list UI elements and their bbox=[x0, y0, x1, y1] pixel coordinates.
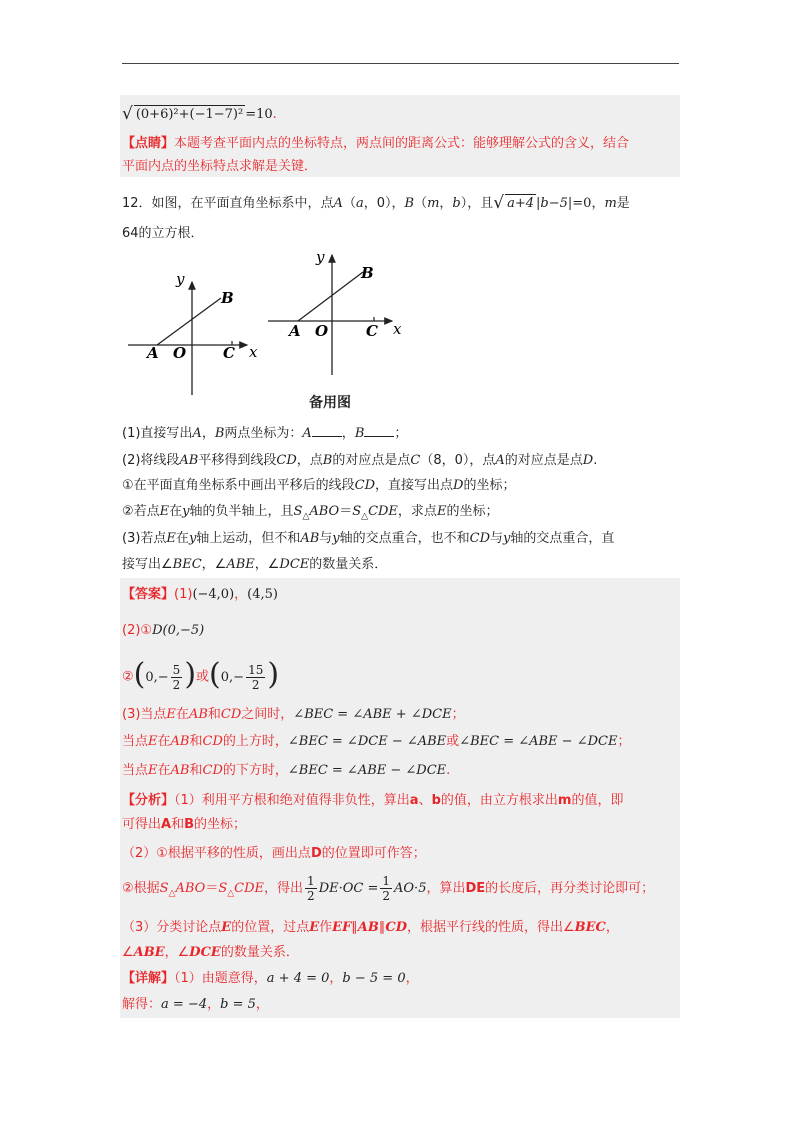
t: b − 5 = 0 bbox=[342, 971, 406, 986]
t: 2 bbox=[172, 677, 181, 692]
t: 2 bbox=[382, 889, 391, 903]
detail-2 bbox=[122, 996, 269, 1014]
t: 在 bbox=[175, 707, 189, 722]
answer-1 bbox=[122, 586, 278, 604]
t: ， bbox=[341, 426, 355, 441]
t: ②根据 bbox=[122, 881, 160, 896]
t: ， bbox=[234, 587, 248, 602]
t: D bbox=[453, 478, 464, 493]
t: （1）由题意得， bbox=[174, 971, 267, 986]
paren: ) bbox=[184, 657, 197, 692]
t: △ bbox=[227, 888, 235, 899]
t: CD bbox=[385, 920, 407, 935]
t: （ bbox=[342, 196, 356, 211]
t: （1）利用平方根和绝对值得非负性，算出 bbox=[174, 793, 410, 808]
t: DE·OC = bbox=[318, 881, 379, 896]
t: 或 bbox=[446, 734, 460, 749]
t: a + 4 = 0 bbox=[266, 971, 330, 986]
t: 15 bbox=[248, 662, 264, 677]
t: AB bbox=[170, 763, 190, 778]
t: 的下方时， bbox=[222, 763, 288, 778]
t: 和 bbox=[189, 734, 203, 749]
answer-tag: 【答案】 bbox=[122, 587, 175, 602]
label-y-spare: y bbox=[316, 250, 325, 266]
t: 的位置，过点 bbox=[231, 920, 310, 935]
t: （2）①根据平移的性质，画出点 bbox=[122, 846, 311, 861]
t: A bbox=[192, 426, 202, 441]
condition-abs: |b−5| bbox=[536, 196, 573, 211]
t: C bbox=[410, 453, 421, 468]
t: 与 bbox=[319, 531, 333, 546]
t: CD bbox=[202, 763, 223, 778]
t: ，点 bbox=[296, 453, 323, 468]
segment-ab bbox=[157, 298, 221, 345]
t: ， bbox=[591, 196, 605, 211]
formula-result: =10 bbox=[245, 107, 273, 122]
t: BEC bbox=[172, 557, 202, 572]
t: b bbox=[431, 793, 441, 808]
sqrt-sign: √ bbox=[493, 193, 505, 213]
t: CD bbox=[220, 707, 242, 722]
t: E bbox=[221, 920, 232, 935]
t: ＝ bbox=[205, 881, 219, 896]
label-o: O bbox=[173, 344, 187, 362]
paren: ) bbox=[267, 657, 280, 692]
formula-radicand: (0+6)²+(−1−7)² bbox=[135, 107, 244, 122]
t: ， bbox=[605, 920, 619, 935]
t: B bbox=[354, 426, 365, 441]
note-text-1: 本题考查平面内点的坐标特点，两点间的距离公式：能够理解公式的含义，结合 bbox=[174, 136, 630, 151]
t: ∥ bbox=[351, 920, 358, 935]
t: （8，0），点 bbox=[420, 453, 496, 468]
t: CD bbox=[276, 453, 297, 468]
t: m bbox=[557, 793, 572, 808]
t: S bbox=[293, 504, 303, 519]
t: 或 bbox=[196, 669, 210, 685]
figure-caption: 备用图 bbox=[309, 395, 351, 411]
answer-3-3 bbox=[122, 762, 450, 780]
answer-2-2 bbox=[122, 657, 280, 695]
t: ∠BEC = ∠ABE + ∠DCE bbox=[293, 707, 452, 722]
question-2-1 bbox=[122, 477, 516, 495]
t: ，得出 bbox=[264, 881, 304, 896]
t: A bbox=[495, 453, 505, 468]
question-1 bbox=[122, 424, 407, 443]
t: m bbox=[604, 196, 617, 211]
fraction bbox=[380, 874, 392, 903]
t: a bbox=[355, 196, 364, 211]
t: A bbox=[302, 426, 312, 441]
t: CD bbox=[202, 734, 223, 749]
t: ， bbox=[405, 971, 419, 986]
label-b-spare: B bbox=[361, 264, 374, 282]
t: ， bbox=[255, 997, 269, 1012]
t: E bbox=[166, 531, 176, 546]
label-x: x bbox=[249, 343, 258, 361]
coordinate-figure bbox=[0, 250, 800, 400]
t: ， bbox=[329, 971, 343, 986]
t: 轴的交点重合，直 bbox=[510, 531, 615, 546]
note-tag: 【点睛】 bbox=[122, 136, 175, 151]
t: 轴的负半轴上，且 bbox=[189, 504, 294, 519]
t: （ bbox=[414, 196, 428, 211]
t: AB bbox=[188, 707, 208, 722]
t: CDE bbox=[368, 504, 398, 519]
t: ； bbox=[394, 426, 408, 441]
point-a: (−4,0) bbox=[192, 587, 235, 602]
t: m bbox=[427, 196, 440, 211]
fraction bbox=[305, 874, 317, 903]
t: a = −4 bbox=[161, 997, 208, 1012]
analysis-tag: 【分析】 bbox=[122, 793, 175, 808]
t: 轴上运动，但不和 bbox=[196, 531, 301, 546]
t: b = 5 bbox=[220, 997, 256, 1012]
problem-line-1 bbox=[122, 193, 630, 213]
t: ，根据平行线的性质，得出∠ bbox=[407, 920, 575, 935]
t: 的对应点是点 bbox=[332, 453, 411, 468]
t: 在 bbox=[169, 504, 183, 519]
t: (2)将线段 bbox=[122, 453, 180, 468]
t: 的值，由立方根求出 bbox=[440, 793, 558, 808]
label-x-spare: x bbox=[393, 320, 402, 338]
condition-eq: =0 bbox=[572, 196, 592, 211]
t: DE bbox=[465, 881, 486, 896]
note-line-1 bbox=[122, 135, 629, 153]
label-y: y bbox=[176, 270, 185, 288]
t: S bbox=[352, 504, 362, 519]
t: （3）分类讨论点 bbox=[122, 920, 222, 935]
t: 的数量关系． bbox=[220, 945, 299, 960]
question-2-2 bbox=[122, 503, 498, 526]
t: AO·5 bbox=[394, 881, 427, 896]
spare-graph bbox=[268, 250, 402, 375]
t: DCE bbox=[189, 945, 221, 960]
t: (1) bbox=[174, 587, 193, 602]
t: (3)若点 bbox=[122, 531, 167, 546]
condition-sqrt: a+4 bbox=[507, 196, 535, 211]
main-graph bbox=[128, 270, 258, 395]
t: ，算出 bbox=[426, 881, 466, 896]
t: 1 bbox=[382, 874, 391, 888]
t: ＝ bbox=[339, 504, 353, 519]
t: ①在平面直角坐标系中画出平移后的线段 bbox=[122, 478, 355, 493]
t: EF bbox=[332, 920, 352, 935]
t: 12．如图，在平面直角坐标系中，点 bbox=[122, 196, 334, 211]
t: 0,− bbox=[145, 669, 169, 685]
t: 当点 bbox=[122, 763, 149, 778]
t: ，直接写出点 bbox=[375, 478, 454, 493]
t: E bbox=[436, 504, 447, 519]
t: B bbox=[214, 426, 225, 441]
analysis-1 bbox=[122, 792, 623, 810]
t: (2)① bbox=[122, 623, 153, 638]
t: E bbox=[159, 504, 170, 519]
t: ∠BEC = ∠DCE − ∠ABE bbox=[287, 734, 447, 749]
t: 和 bbox=[207, 707, 221, 722]
analysis-3 bbox=[122, 845, 426, 863]
t: ， bbox=[201, 426, 215, 441]
paren: ( bbox=[133, 657, 146, 692]
point-d: D(0,−5) bbox=[152, 623, 205, 638]
note-text-2: 平面内点的坐标特点求解是关键． bbox=[122, 159, 318, 174]
t: . bbox=[593, 453, 598, 468]
t: 的值，即 bbox=[571, 793, 624, 808]
paren: ( bbox=[209, 657, 221, 692]
t: B bbox=[322, 453, 333, 468]
header-rule bbox=[122, 63, 679, 64]
t: ②若点 bbox=[122, 504, 160, 519]
t: E bbox=[309, 920, 320, 935]
t: 在 bbox=[157, 734, 171, 749]
analysis-6 bbox=[122, 944, 299, 962]
question-3-line-1 bbox=[122, 530, 614, 548]
t: ，∠ bbox=[254, 557, 280, 572]
fraction bbox=[171, 663, 183, 692]
t: E bbox=[148, 734, 158, 749]
label-a-spare: A bbox=[289, 322, 301, 340]
problem-line-2: 64的立方根． bbox=[122, 226, 204, 241]
t: 在 bbox=[157, 763, 171, 778]
t: 5 bbox=[172, 662, 181, 677]
t: 2 bbox=[251, 677, 260, 692]
t: 当点 bbox=[122, 734, 149, 749]
t: 两点坐标为： bbox=[224, 426, 303, 441]
t: ② bbox=[122, 669, 134, 685]
t: 和 bbox=[189, 763, 203, 778]
t: AB bbox=[179, 453, 199, 468]
blank-b[interactable] bbox=[364, 424, 394, 437]
t: ； bbox=[617, 734, 631, 749]
t: ，∠ bbox=[201, 557, 227, 572]
t: DCE bbox=[279, 557, 310, 572]
answer-3-2 bbox=[122, 733, 630, 751]
t: 之间时， bbox=[241, 707, 294, 722]
t: ，∠ bbox=[164, 945, 190, 960]
t: 、 bbox=[418, 793, 432, 808]
t: ABO bbox=[175, 881, 206, 896]
t: y bbox=[503, 531, 511, 546]
label-o-spare: O bbox=[315, 322, 329, 340]
t: 作 bbox=[319, 920, 333, 935]
t: △ bbox=[361, 511, 369, 522]
t: E bbox=[148, 763, 158, 778]
t: 的位置即可作答； bbox=[321, 846, 426, 861]
point-b: (4,5) bbox=[247, 587, 278, 602]
t: ABE bbox=[226, 557, 255, 572]
t: D bbox=[582, 453, 594, 468]
label-b: B bbox=[221, 289, 234, 307]
segment-ab-spare bbox=[298, 272, 363, 321]
t: y bbox=[188, 531, 197, 546]
t: CDE bbox=[234, 881, 265, 896]
t: B bbox=[184, 817, 195, 832]
t: (1)直接写出 bbox=[122, 426, 193, 441]
t: ； bbox=[451, 707, 465, 722]
label-c: C bbox=[223, 344, 235, 362]
t: 的数量关系． bbox=[309, 557, 388, 572]
formula-period: . bbox=[272, 107, 277, 122]
t: S bbox=[159, 881, 169, 896]
t: AB bbox=[300, 531, 320, 546]
t: ABE bbox=[133, 945, 165, 960]
fraction bbox=[246, 663, 265, 692]
t: ， bbox=[439, 196, 453, 211]
t: 的坐标； bbox=[446, 504, 499, 519]
t: . bbox=[446, 763, 451, 778]
t: ，0）， bbox=[363, 196, 405, 211]
t: ∠BEC = ∠ABE − ∠DCE bbox=[287, 763, 447, 778]
t: 和 bbox=[171, 817, 185, 832]
t: ， bbox=[207, 997, 221, 1012]
note-line-2 bbox=[122, 158, 317, 176]
t: CD bbox=[469, 531, 491, 546]
t: (3)当点 bbox=[122, 707, 167, 722]
t: B bbox=[404, 196, 415, 211]
blank-a[interactable] bbox=[312, 424, 342, 437]
t: 在 bbox=[175, 531, 189, 546]
t: 轴的交点重合，也不和 bbox=[339, 531, 470, 546]
detail-1 bbox=[122, 970, 419, 988]
label-c-spare: C bbox=[366, 322, 378, 340]
t: 的长度后，再分类讨论即可； bbox=[485, 881, 655, 896]
t: 是 bbox=[616, 196, 630, 211]
t: A bbox=[333, 196, 343, 211]
t: ），且 bbox=[460, 196, 494, 211]
question-3-line-2 bbox=[122, 556, 387, 574]
analysis-5 bbox=[122, 919, 619, 937]
t: y bbox=[332, 531, 340, 546]
t: ∠ bbox=[122, 945, 134, 960]
answer-2-1 bbox=[122, 622, 204, 640]
analysis-4 bbox=[122, 873, 654, 910]
t: BEC bbox=[574, 920, 606, 935]
t: CD bbox=[354, 478, 376, 493]
t: 1 bbox=[307, 874, 315, 888]
t: ∠BEC = ∠ABE − ∠DCE bbox=[459, 734, 618, 749]
t: D bbox=[310, 846, 322, 861]
t: △ bbox=[168, 888, 176, 899]
t: b bbox=[452, 196, 461, 211]
sqrt-sign: √ bbox=[122, 104, 133, 124]
t: 的上方时， bbox=[222, 734, 288, 749]
t: 的坐标； bbox=[194, 817, 247, 832]
t: AB bbox=[170, 734, 190, 749]
detail-tag: 【详解】 bbox=[122, 971, 175, 986]
t: S bbox=[218, 881, 228, 896]
label-a: A bbox=[147, 344, 159, 362]
t: y bbox=[182, 504, 190, 519]
t: 2 bbox=[307, 889, 315, 903]
t: 接写出∠ bbox=[122, 557, 173, 572]
t: A bbox=[161, 817, 172, 832]
t: 与 bbox=[490, 531, 504, 546]
t: AB bbox=[357, 920, 379, 935]
t: ，求点 bbox=[397, 504, 437, 519]
t: 0,− bbox=[220, 669, 245, 685]
t: ABO bbox=[309, 504, 340, 519]
distance-formula bbox=[122, 104, 277, 124]
answer-3-1 bbox=[122, 706, 465, 724]
question-2 bbox=[122, 452, 597, 470]
t: 的对应点是点 bbox=[504, 453, 583, 468]
t: 平移得到线段 bbox=[198, 453, 277, 468]
t: △ bbox=[302, 511, 310, 522]
t: 解得： bbox=[122, 997, 162, 1012]
t: ∥ bbox=[378, 920, 386, 935]
analysis-2 bbox=[122, 816, 246, 834]
t: 的坐标； bbox=[463, 478, 516, 493]
t: E bbox=[166, 707, 176, 722]
t: a bbox=[409, 793, 419, 808]
t: 可得出 bbox=[122, 817, 162, 832]
